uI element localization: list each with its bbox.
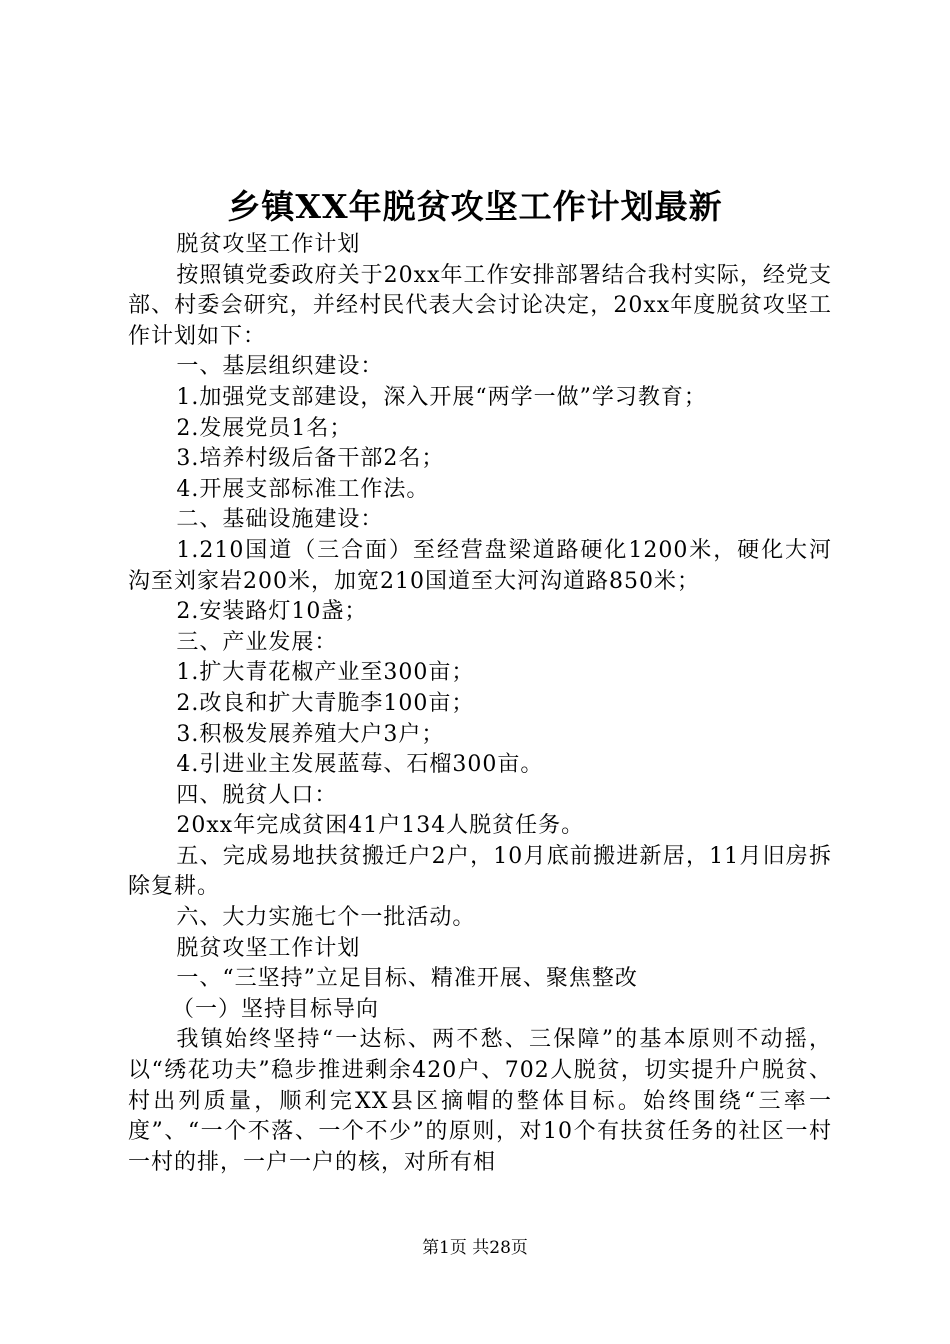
paragraph: 1.扩大青花椒产业至300亩； bbox=[176, 660, 475, 686]
paragraph: 2.改良和扩大青脆李100亩； bbox=[176, 690, 475, 716]
paragraph: 脱贫攻坚工作计划 bbox=[176, 935, 361, 961]
page-footer: 第1页 共28页 bbox=[422, 1238, 528, 1258]
paragraph: 三、产业发展： bbox=[176, 629, 338, 655]
paragraph: 一、“三坚持”立足目标、精准开展、聚焦整改 bbox=[176, 966, 638, 992]
paragraph: 2.发展党员1名； bbox=[176, 415, 353, 441]
paragraph: 按照镇党委政府关于20xx年工作安排部署结合我村实际，经党支部、村委会研究，并经村民代表大会讨论决定，20xx年度脱贫攻坚工作计划如下： bbox=[128, 262, 832, 349]
paragraph: 四、脱贫人口： bbox=[176, 782, 338, 808]
paragraph: （一）坚持目标导向 bbox=[172, 996, 380, 1022]
paragraph: 3.积极发展养殖大户3户； bbox=[176, 721, 445, 747]
paragraph: 五、完成易地扶贫搬迁户2户，10月底前搬进新居，11月旧房拆除复耕。 bbox=[128, 843, 832, 900]
paragraph: 4.引进业主发展蓝莓、石榴300亩。 bbox=[176, 752, 544, 778]
paragraph: 1.210国道（三合面）至经营盘梁道路硬化1200米，硬化大河沟至刘家岩200米，加宽210国道至大河沟道路850米； bbox=[128, 537, 832, 594]
paragraph: 1.加强党支部建设，深入开展“两学一做”学习教育； bbox=[176, 384, 707, 410]
document-body bbox=[128, 230, 832, 1178]
document-title: 乡镇XX年脱贫攻坚工作计划最新 bbox=[227, 187, 723, 226]
paragraph: 二、基础设施建设： bbox=[176, 507, 384, 533]
paragraph: 3.培养村级后备干部2名； bbox=[176, 446, 445, 472]
paragraph: 一、基层组织建设： bbox=[176, 354, 384, 380]
paragraph: 20xx年完成贫困41户134人脱贫任务。 bbox=[176, 813, 585, 839]
paragraph: 我镇始终坚持“一达标、两不愁、三保障”的基本原则不动摇，以“绣花功夫”稳步推进剩余420户、702人脱贫，切实提升户脱贫、村出列质量，顺利完XX县区摘帽的整体目标。始终围绕“三率一度”、“一个不落、一个不少”的原则，对10个有扶贫任务的社区一村一村的排，一户一户的核，对所有相 bbox=[128, 1027, 832, 1175]
paragraph: 六、大力实施七个一批活动。 bbox=[176, 905, 476, 931]
paragraph: 4.开展支部标准工作法。 bbox=[176, 476, 430, 502]
paragraph: 脱贫攻坚工作计划 bbox=[176, 232, 361, 257]
paragraph: 2.安装路灯10盏； bbox=[176, 599, 368, 625]
